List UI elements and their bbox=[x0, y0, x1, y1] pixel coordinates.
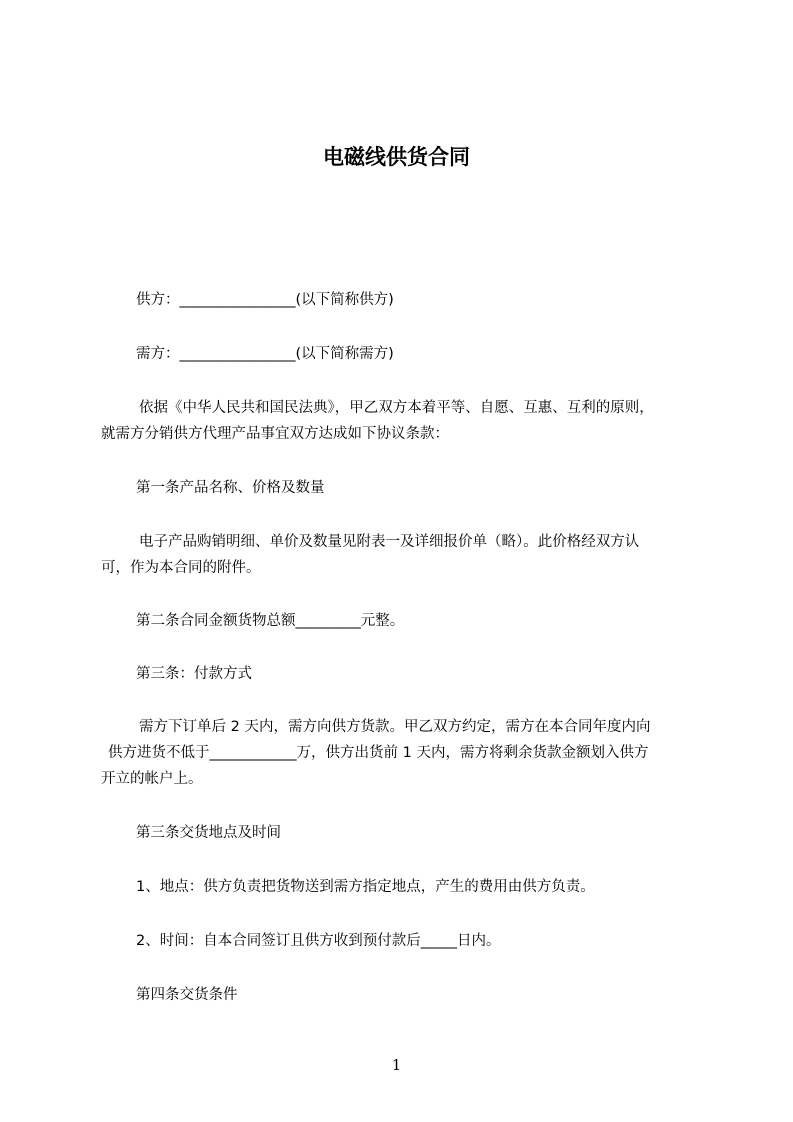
article-1-line-2: 可，作为本合同的附件。 bbox=[101, 560, 261, 576]
document-title: 电磁线供货合同 bbox=[323, 145, 470, 169]
article-3-delivery-heading: 第三条交货地点及时间 bbox=[136, 825, 281, 841]
article-3-payment-paragraph bbox=[101, 714, 701, 792]
payment-line-3: 开立的帐户上。 bbox=[101, 771, 203, 787]
intro-line-1: 依据《中华人民共和国民法典》，甲乙双方本着平等、自愿、互惠、互利的原则， bbox=[139, 400, 654, 416]
delivery-item-time: 2、时间：自本合同签订且供方收到预付款后_____日内。 bbox=[136, 933, 501, 949]
supplier-line: 供方：________________(以下简称供方) bbox=[136, 292, 394, 308]
article-3-payment-heading: 第三条：付款方式 bbox=[136, 666, 252, 682]
intro-line-2: 就需方分销供方代理产品事宜双方达成如下协议条款： bbox=[101, 426, 449, 442]
article-4-heading: 第四条交货条件 bbox=[136, 987, 238, 1003]
article-1-heading: 第一条产品名称、价格及数量 bbox=[136, 480, 325, 496]
delivery-item-location: 1、地点：供方负责把货物送到需方指定地点，产生的费用由供方负责。 bbox=[136, 879, 595, 895]
payment-line-1: 需方下订单后 2 天内，需方向供方货款。甲乙双方约定，需方在本合同年度内向 bbox=[139, 719, 651, 735]
article-1-line-1: 电子产品购销明细、单价及数量见附表一及详细报价单（略）。此价格经双方认 bbox=[139, 534, 640, 550]
buyer-line: 需方：________________(以下简称需方) bbox=[136, 346, 394, 362]
article-1-paragraph bbox=[101, 529, 701, 581]
payment-line-2: 供方进货不低于____________万，供方出货前 1 天内，需方将剩余货款金额划入供方 bbox=[108, 745, 649, 761]
intro-paragraph bbox=[101, 395, 701, 447]
article-2-heading: 第二条合同金额货物总额_________元整。 bbox=[136, 613, 405, 629]
page-number: 1 bbox=[391, 1056, 402, 1074]
